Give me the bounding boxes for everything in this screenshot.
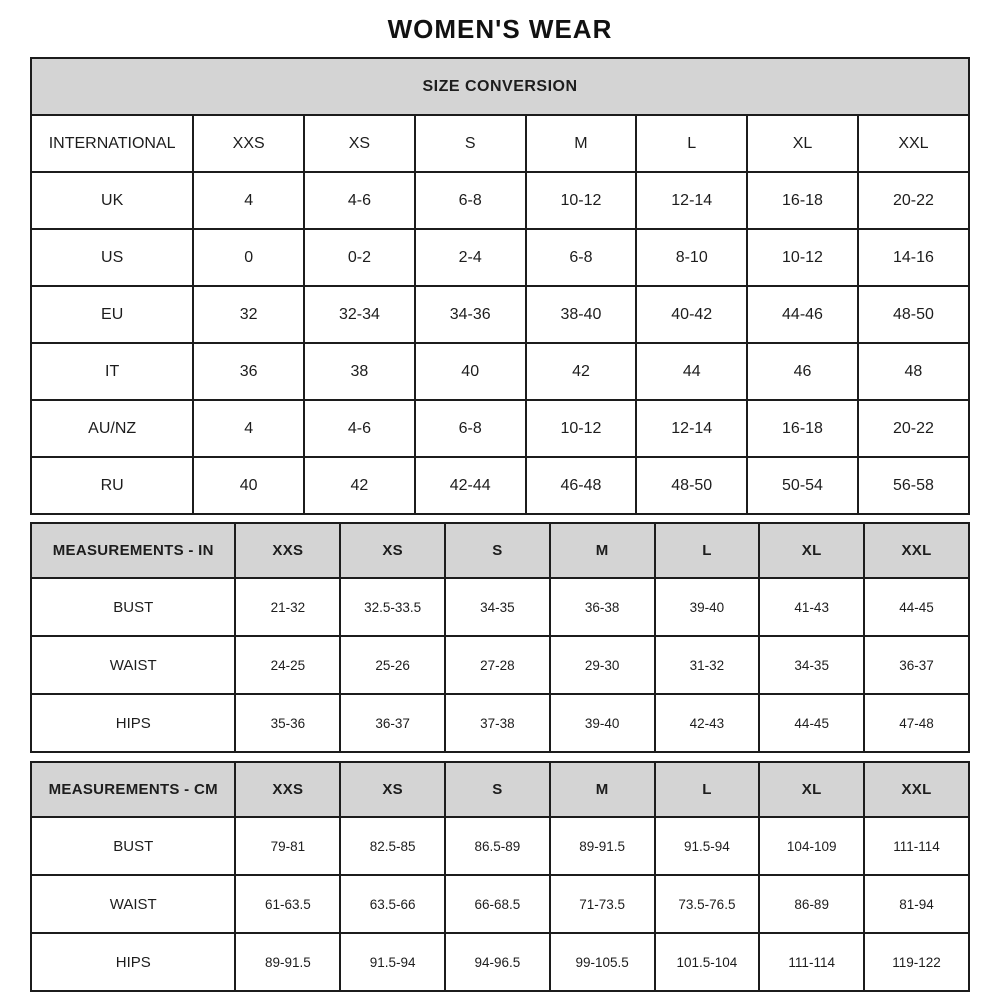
table-cell: 21-32	[235, 578, 340, 636]
row-label: AU/NZ	[31, 400, 193, 457]
table-cell: 66-68.5	[445, 875, 550, 933]
column-header: XXL	[864, 523, 969, 578]
column-header: XS	[340, 762, 445, 817]
table-cell: 63.5-66	[340, 875, 445, 933]
table-cell: 42-44	[415, 457, 526, 514]
table-cell: 46-48	[526, 457, 637, 514]
column-header: XL	[747, 115, 858, 172]
table-cell: 46	[747, 343, 858, 400]
table-cell: 4	[193, 400, 304, 457]
table-cell: 41-43	[759, 578, 864, 636]
size-conversion-header-row	[31, 115, 969, 172]
table-cell: 29-30	[550, 636, 655, 694]
column-header: XS	[304, 115, 415, 172]
table-cell: 16-18	[747, 172, 858, 229]
table-cell: 4-6	[304, 400, 415, 457]
table-row	[31, 400, 969, 457]
table-cell: 89-91.5	[550, 817, 655, 875]
measurements-in-table	[30, 522, 970, 753]
table-cell: 42	[304, 457, 415, 514]
table-cell: 6-8	[526, 229, 637, 286]
table-cell: 34-35	[759, 636, 864, 694]
table-cell: 48	[858, 343, 969, 400]
row-label: WAIST	[31, 636, 235, 694]
row-label: WAIST	[31, 875, 235, 933]
table-cell: 89-91.5	[235, 933, 340, 991]
column-header: S	[445, 762, 550, 817]
row-label: EU	[31, 286, 193, 343]
table-cell: 39-40	[550, 694, 655, 752]
measurements-cm-table	[30, 761, 970, 992]
table-cell: 44	[636, 343, 747, 400]
table-cell: 81-94	[864, 875, 969, 933]
table-cell: 10-12	[747, 229, 858, 286]
table-row	[31, 343, 969, 400]
table-cell: 86-89	[759, 875, 864, 933]
table-cell: 12-14	[636, 400, 747, 457]
row-label: BUST	[31, 578, 235, 636]
table-row	[31, 933, 969, 991]
measurements-in-header-row	[31, 523, 969, 578]
size-conversion-title-row	[31, 58, 969, 115]
table-cell: 0-2	[304, 229, 415, 286]
table-cell: 31-32	[655, 636, 760, 694]
size-conversion-body	[31, 172, 969, 514]
table-cell: 82.5-85	[340, 817, 445, 875]
table-cell: 39-40	[655, 578, 760, 636]
table-cell: 10-12	[526, 400, 637, 457]
column-header: L	[655, 762, 760, 817]
table-row	[31, 578, 969, 636]
table-cell: 2-4	[415, 229, 526, 286]
table-cell: 6-8	[415, 400, 526, 457]
column-header: INTERNATIONAL	[31, 115, 193, 172]
table-cell: 71-73.5	[550, 875, 655, 933]
table-cell: 104-109	[759, 817, 864, 875]
table-cell: 4	[193, 172, 304, 229]
table-row	[31, 457, 969, 514]
table-cell: 38	[304, 343, 415, 400]
table-cell: 38-40	[526, 286, 637, 343]
table-cell: 37-38	[445, 694, 550, 752]
table-cell: 4-6	[304, 172, 415, 229]
table-cell: 94-96.5	[445, 933, 550, 991]
table-cell: 32-34	[304, 286, 415, 343]
row-label: IT	[31, 343, 193, 400]
table-row	[31, 636, 969, 694]
table-cell: 119-122	[864, 933, 969, 991]
measurements-cm-header-row	[31, 762, 969, 817]
table-cell: 44-45	[759, 694, 864, 752]
column-header: XXL	[864, 762, 969, 817]
row-label: BUST	[31, 817, 235, 875]
table-cell: 14-16	[858, 229, 969, 286]
table-cell: 40	[415, 343, 526, 400]
table-cell: 42-43	[655, 694, 760, 752]
table-cell: 111-114	[759, 933, 864, 991]
table-cell: 40	[193, 457, 304, 514]
column-header: XXS	[193, 115, 304, 172]
table-cell: 24-25	[235, 636, 340, 694]
table-cell: 20-22	[858, 400, 969, 457]
table-cell: 79-81	[235, 817, 340, 875]
column-header: XXS	[235, 523, 340, 578]
table-cell: 36-37	[340, 694, 445, 752]
table-cell: 27-28	[445, 636, 550, 694]
column-header: L	[636, 115, 747, 172]
size-conversion-table	[30, 57, 970, 515]
table-cell: 48-50	[858, 286, 969, 343]
table-cell: 56-58	[858, 457, 969, 514]
table-cell: 42	[526, 343, 637, 400]
table-cell: 16-18	[747, 400, 858, 457]
table-row	[31, 286, 969, 343]
table-row	[31, 694, 969, 752]
table-row	[31, 229, 969, 286]
table-cell: 36	[193, 343, 304, 400]
column-header: M	[526, 115, 637, 172]
column-header: XL	[759, 762, 864, 817]
column-header: XL	[759, 523, 864, 578]
measurements-cm-title: MEASUREMENTS - CM	[31, 762, 235, 817]
column-header: XXL	[858, 115, 969, 172]
row-label: US	[31, 229, 193, 286]
column-header: M	[550, 762, 655, 817]
column-header: L	[655, 523, 760, 578]
column-header: S	[445, 523, 550, 578]
measurements-cm-body	[31, 817, 969, 991]
table-cell: 32	[193, 286, 304, 343]
table-cell: 111-114	[864, 817, 969, 875]
table-cell: 32.5-33.5	[340, 578, 445, 636]
column-header: S	[415, 115, 526, 172]
table-cell: 34-36	[415, 286, 526, 343]
table-cell: 10-12	[526, 172, 637, 229]
table-cell: 44-45	[864, 578, 969, 636]
table-cell: 73.5-76.5	[655, 875, 760, 933]
table-row	[31, 817, 969, 875]
table-cell: 50-54	[747, 457, 858, 514]
column-header: M	[550, 523, 655, 578]
table-cell: 61-63.5	[235, 875, 340, 933]
table-cell: 34-35	[445, 578, 550, 636]
size-conversion-title: SIZE CONVERSION	[31, 58, 969, 115]
table-cell: 20-22	[858, 172, 969, 229]
table-row	[31, 172, 969, 229]
row-label: HIPS	[31, 933, 235, 991]
measurements-in-title: MEASUREMENTS - IN	[31, 523, 235, 578]
row-label: RU	[31, 457, 193, 514]
table-cell: 8-10	[636, 229, 747, 286]
table-cell: 99-105.5	[550, 933, 655, 991]
table-cell: 44-46	[747, 286, 858, 343]
table-cell: 91.5-94	[655, 817, 760, 875]
row-label: HIPS	[31, 694, 235, 752]
row-label: UK	[31, 172, 193, 229]
column-header: XXS	[235, 762, 340, 817]
table-cell: 47-48	[864, 694, 969, 752]
table-cell: 40-42	[636, 286, 747, 343]
table-cell: 35-36	[235, 694, 340, 752]
table-cell: 36-38	[550, 578, 655, 636]
page-title: WOMEN'S WEAR	[387, 14, 613, 44]
table-cell: 101.5-104	[655, 933, 760, 991]
table-cell: 36-37	[864, 636, 969, 694]
table-cell: 25-26	[340, 636, 445, 694]
table-cell: 91.5-94	[340, 933, 445, 991]
table-cell: 12-14	[636, 172, 747, 229]
table-cell: 86.5-89	[445, 817, 550, 875]
measurements-in-body	[31, 578, 969, 752]
column-header: XS	[340, 523, 445, 578]
table-row	[31, 875, 969, 933]
table-cell: 0	[193, 229, 304, 286]
table-cell: 48-50	[636, 457, 747, 514]
table-cell: 6-8	[415, 172, 526, 229]
